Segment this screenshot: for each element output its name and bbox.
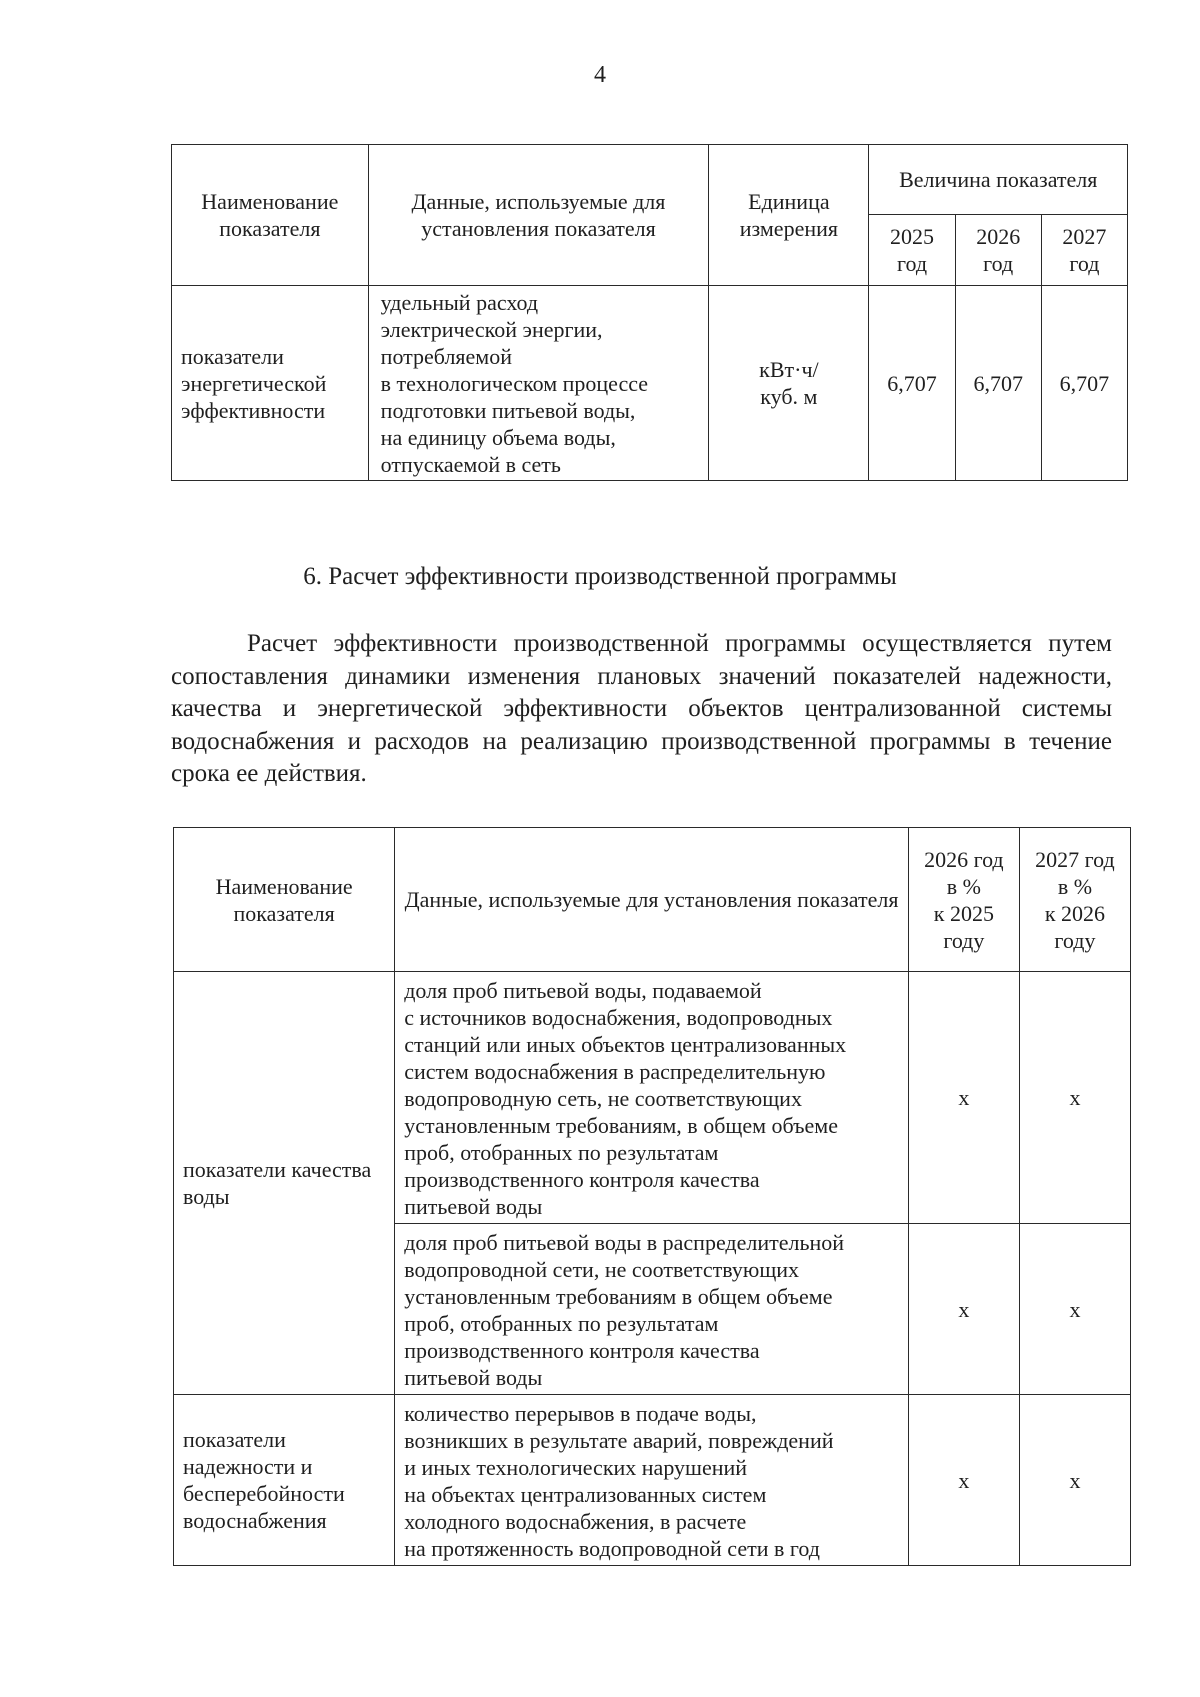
header-line: 2027 год [1035,846,1115,872]
description-line: потребляемой [380,344,513,369]
value-2027: х [1019,972,1130,1224]
description-line: питьевой воды [404,1365,543,1390]
header-name: Наименование показателя [174,828,395,972]
description-line: количество перерывов в подаче воды, [404,1401,757,1426]
description-line: водопроводной сети, не соответствующих [404,1257,800,1282]
description-line: на единицу объема воды, [380,425,616,450]
description-line: подготовки питьевой воды, [380,398,636,423]
table-row [174,972,1131,1224]
header-data: Данные, используемые для установления показателя [368,145,709,286]
value-2026: х [908,972,1019,1224]
group-name-reliability: показатели надежности и бесперебойности водоснабжения [174,1395,395,1566]
header-year-2026: 2026 год [955,215,1041,286]
value-2027: х [1019,1224,1130,1395]
indicator-description [368,286,709,481]
description-line: доля проб питьевой воды, подаваемой [404,978,762,1003]
table-row [172,286,1128,481]
value-2027: х [1019,1395,1130,1566]
group-name-water-quality: показатели качества воды [174,972,395,1395]
header-line: году [1054,927,1096,953]
table-row [174,1395,1131,1566]
description-line: с источников водоснабжения, водопроводных [404,1005,833,1030]
header-year-2025: 2025 год [869,215,955,286]
header-line: в % [946,873,981,899]
description-line: проб, отобранных по результатам [404,1311,719,1336]
page-number: 4 [594,62,606,88]
value-2027: 6,707 [1041,286,1127,481]
value-2026: 6,707 [955,286,1041,481]
energy-efficiency-table [171,144,1128,481]
description-line: отпускаемой в сеть [380,452,561,477]
header-2026-percent [908,828,1019,972]
value-2025: 6,707 [869,286,955,481]
indicator-unit [709,286,869,481]
unit-line: куб. м [760,384,818,409]
description-line: удельный расход [380,290,539,315]
header-line: году [943,927,985,953]
value-2026: х [908,1224,1019,1395]
description-line: доля проб питьевой воды в распределительной [404,1230,845,1255]
unit-line: кВт·ч/ [759,357,819,382]
header-2027-percent [1019,828,1130,972]
row-description [395,1395,909,1566]
indicator-name: показатели энергетической эффективности [172,286,369,481]
header-line: 2026 год [924,846,1004,872]
description-line: установленным требованиям в общем объеме [404,1284,833,1309]
efficiency-calculation-table [173,827,1131,1566]
row-description [395,972,909,1224]
header-name: Наименование показателя [172,145,369,286]
row-description [395,1224,909,1395]
value-2026: х [908,1395,1019,1566]
description-line: питьевой воды [404,1194,543,1219]
header-data: Данные, используемые для установления показателя [395,828,909,972]
header-line: к 2025 [933,900,994,926]
description-line: проб, отобранных по результатам [404,1140,719,1165]
description-line: производственного контроля качества [404,1338,760,1363]
description-line: возникших в результате аварий, повреждений [404,1428,834,1453]
header-value: Величина показателя [869,145,1128,215]
description-line: в технологическом процессе [380,371,649,396]
description-line: производственного контроля качества [404,1167,760,1192]
description-line: и иных технологических нарушений [404,1455,748,1480]
description-line: станций или иных объектов централизованных [404,1032,847,1057]
header-line: в % [1057,873,1093,899]
description-line: холодного водоснабжения, в расчете [404,1509,747,1534]
header-line: к 2026 [1044,900,1106,926]
header-year-2027: 2027 год [1041,215,1127,286]
description-line: на протяженность водопроводной сети в год [404,1536,820,1561]
description-line: на объектах централизованных систем [404,1482,767,1507]
description-line: электрической энергии, [380,317,603,342]
description-line: систем водоснабжения в распределительную [404,1059,826,1084]
description-line: установленным требованиям, в общем объеме [404,1113,838,1138]
description-line: водопроводную сеть, не соответствующих [404,1086,802,1111]
section-heading: 6. Расчет эффективности производственной программы [303,563,897,590]
header-unit: Единица измерения [709,145,869,286]
section-paragraph: Расчет эффективности производственной программы осуществляется путем сопоставления динамики изменения плановых значений показателей надежности, качества и энергетической эффективности объектов централизованной системы водоснабжения и расходов на реализацию производственной программы в течение срока ее действия. [171,630,1112,787]
